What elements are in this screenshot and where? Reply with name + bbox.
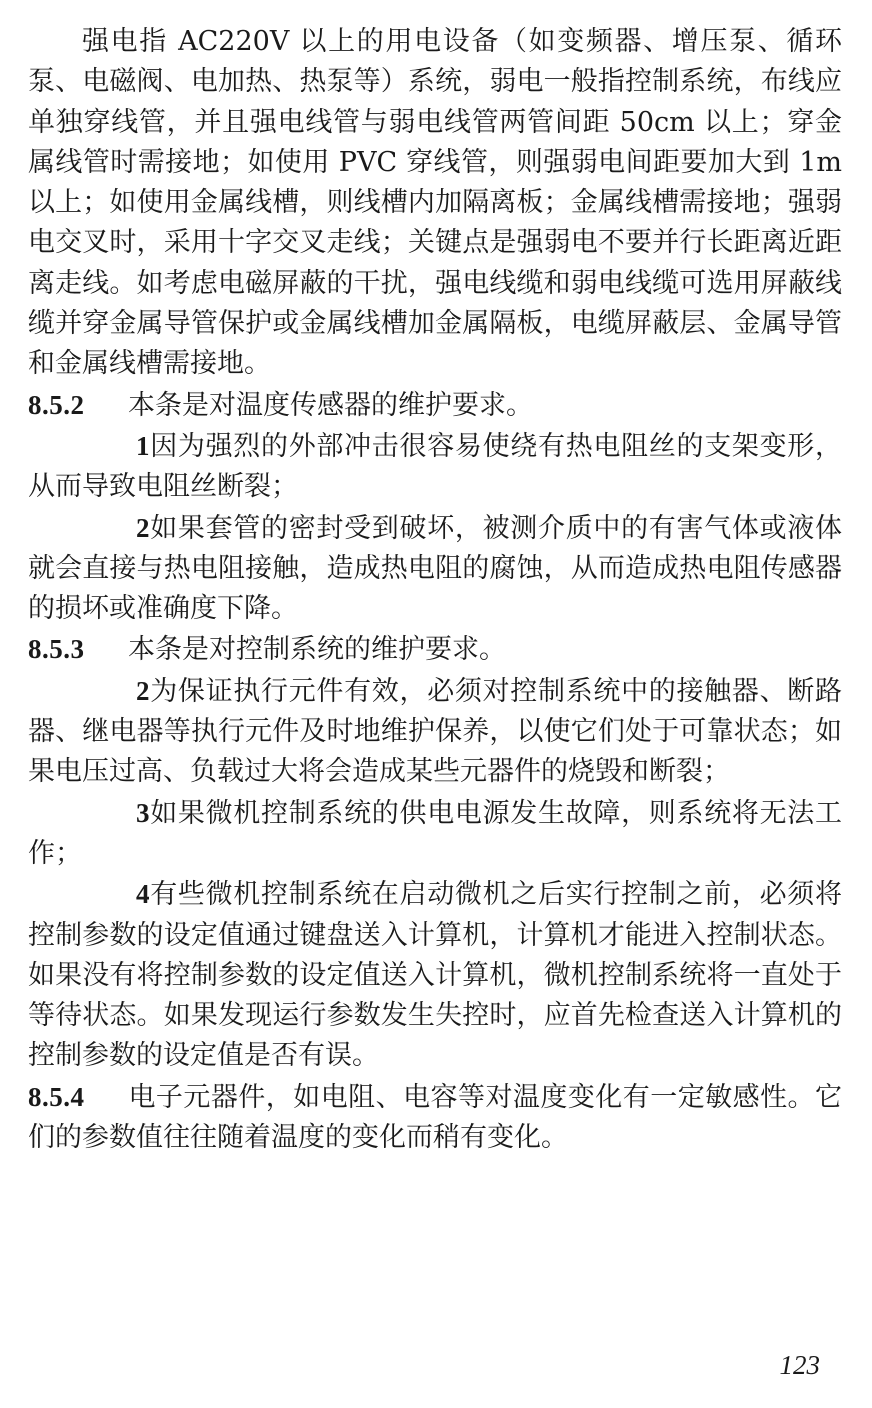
- item-8-5-3-3: [28, 793, 842, 875]
- clause-number: 8.5.4: [28, 1081, 85, 1112]
- item-8-5-3-4: [28, 874, 842, 1076]
- item-text: 为保证执行元件有效，必须对控制系统中的接触器、断路器、继电器等执行元件及时地维护保养，以使它们处于可靠状态；如果电压过高、负载过大将会造成某些元器件的烧毁和断裂；: [28, 675, 842, 788]
- item-8-5-3-2: [28, 671, 842, 793]
- clause-8-5-4: [28, 1077, 842, 1159]
- item-8-5-2-2: [28, 508, 842, 630]
- item-number: 2: [136, 512, 150, 543]
- paragraph-text: 强电指 AC220V 以上的用电设备（如变频器、增压泵、循环泵、电磁阀、电加热、热泵等）系统，弱电一般指控制系统，布线应单独穿线管，并且强电线管与弱电线管两管间距 50cm 以上；穿金属线管时需接地；如使用 PVC 穿线管，则强弱电间距要加大到 1m 以上；如使用金属线槽，则线槽内加隔离板；金属线槽需接地；强弱电交叉时，采用十字交叉走线；关键点是强弱电不要并行长距离近距离走线。如考虑电磁屏蔽的干扰，强电线缆和弱电线缆可选用屏蔽线缆并穿金属导管保护或金属线槽加金属隔板，电缆屏蔽层、金属导管和金属线槽需接地。: [28, 26, 842, 380]
- page-number: 123: [779, 1350, 820, 1380]
- item-8-5-2-1: [28, 426, 842, 508]
- clause-8-5-3: [28, 629, 842, 670]
- clause-text: 本条是对控制系统的维护要求。: [128, 634, 506, 666]
- paragraph-intro: [28, 22, 842, 385]
- clause-number: 8.5.3: [28, 634, 85, 665]
- item-text: 如果微机控制系统的供电电源发生故障，则系统将无法工作；: [28, 797, 842, 869]
- item-text: 因为强烈的外部冲击很容易使绕有热电阻丝的支架变形，从而导致电阻丝断裂；: [28, 430, 842, 503]
- page-body: [28, 22, 842, 1158]
- item-number: 3: [136, 797, 150, 828]
- item-text: 如果套管的密封受到破坏，被测介质中的有害气体或液体就会直接与热电阻接触，造成热电阻的腐蚀，从而造成热电阻传感器的损坏或准确度下降。: [28, 512, 842, 625]
- item-number: 4: [136, 879, 150, 910]
- clause-text: 本条是对温度传感器的维护要求。: [128, 389, 533, 421]
- clause-8-5-2: [28, 385, 842, 426]
- item-number: 2: [136, 675, 150, 706]
- item-text: 有些微机控制系统在启动微机之后实行控制之前，必须将控制参数的设定值通过键盘送入计算机，计算机才能进入控制状态。如果没有将控制参数的设定值送入计算机，微机控制系统将一直处于等待状态。如果发现运行参数发生失控时，应首先检查送入计算机的控制参数的设定值是否有误。: [28, 879, 842, 1072]
- clause-text: 电子元器件，如电阻、电容等对温度变化有一定敏感性。它们的参数值往往随着温度的变化而稍有变化。: [28, 1081, 842, 1154]
- clause-number: 8.5.2: [28, 389, 85, 420]
- item-number: 1: [136, 430, 150, 461]
